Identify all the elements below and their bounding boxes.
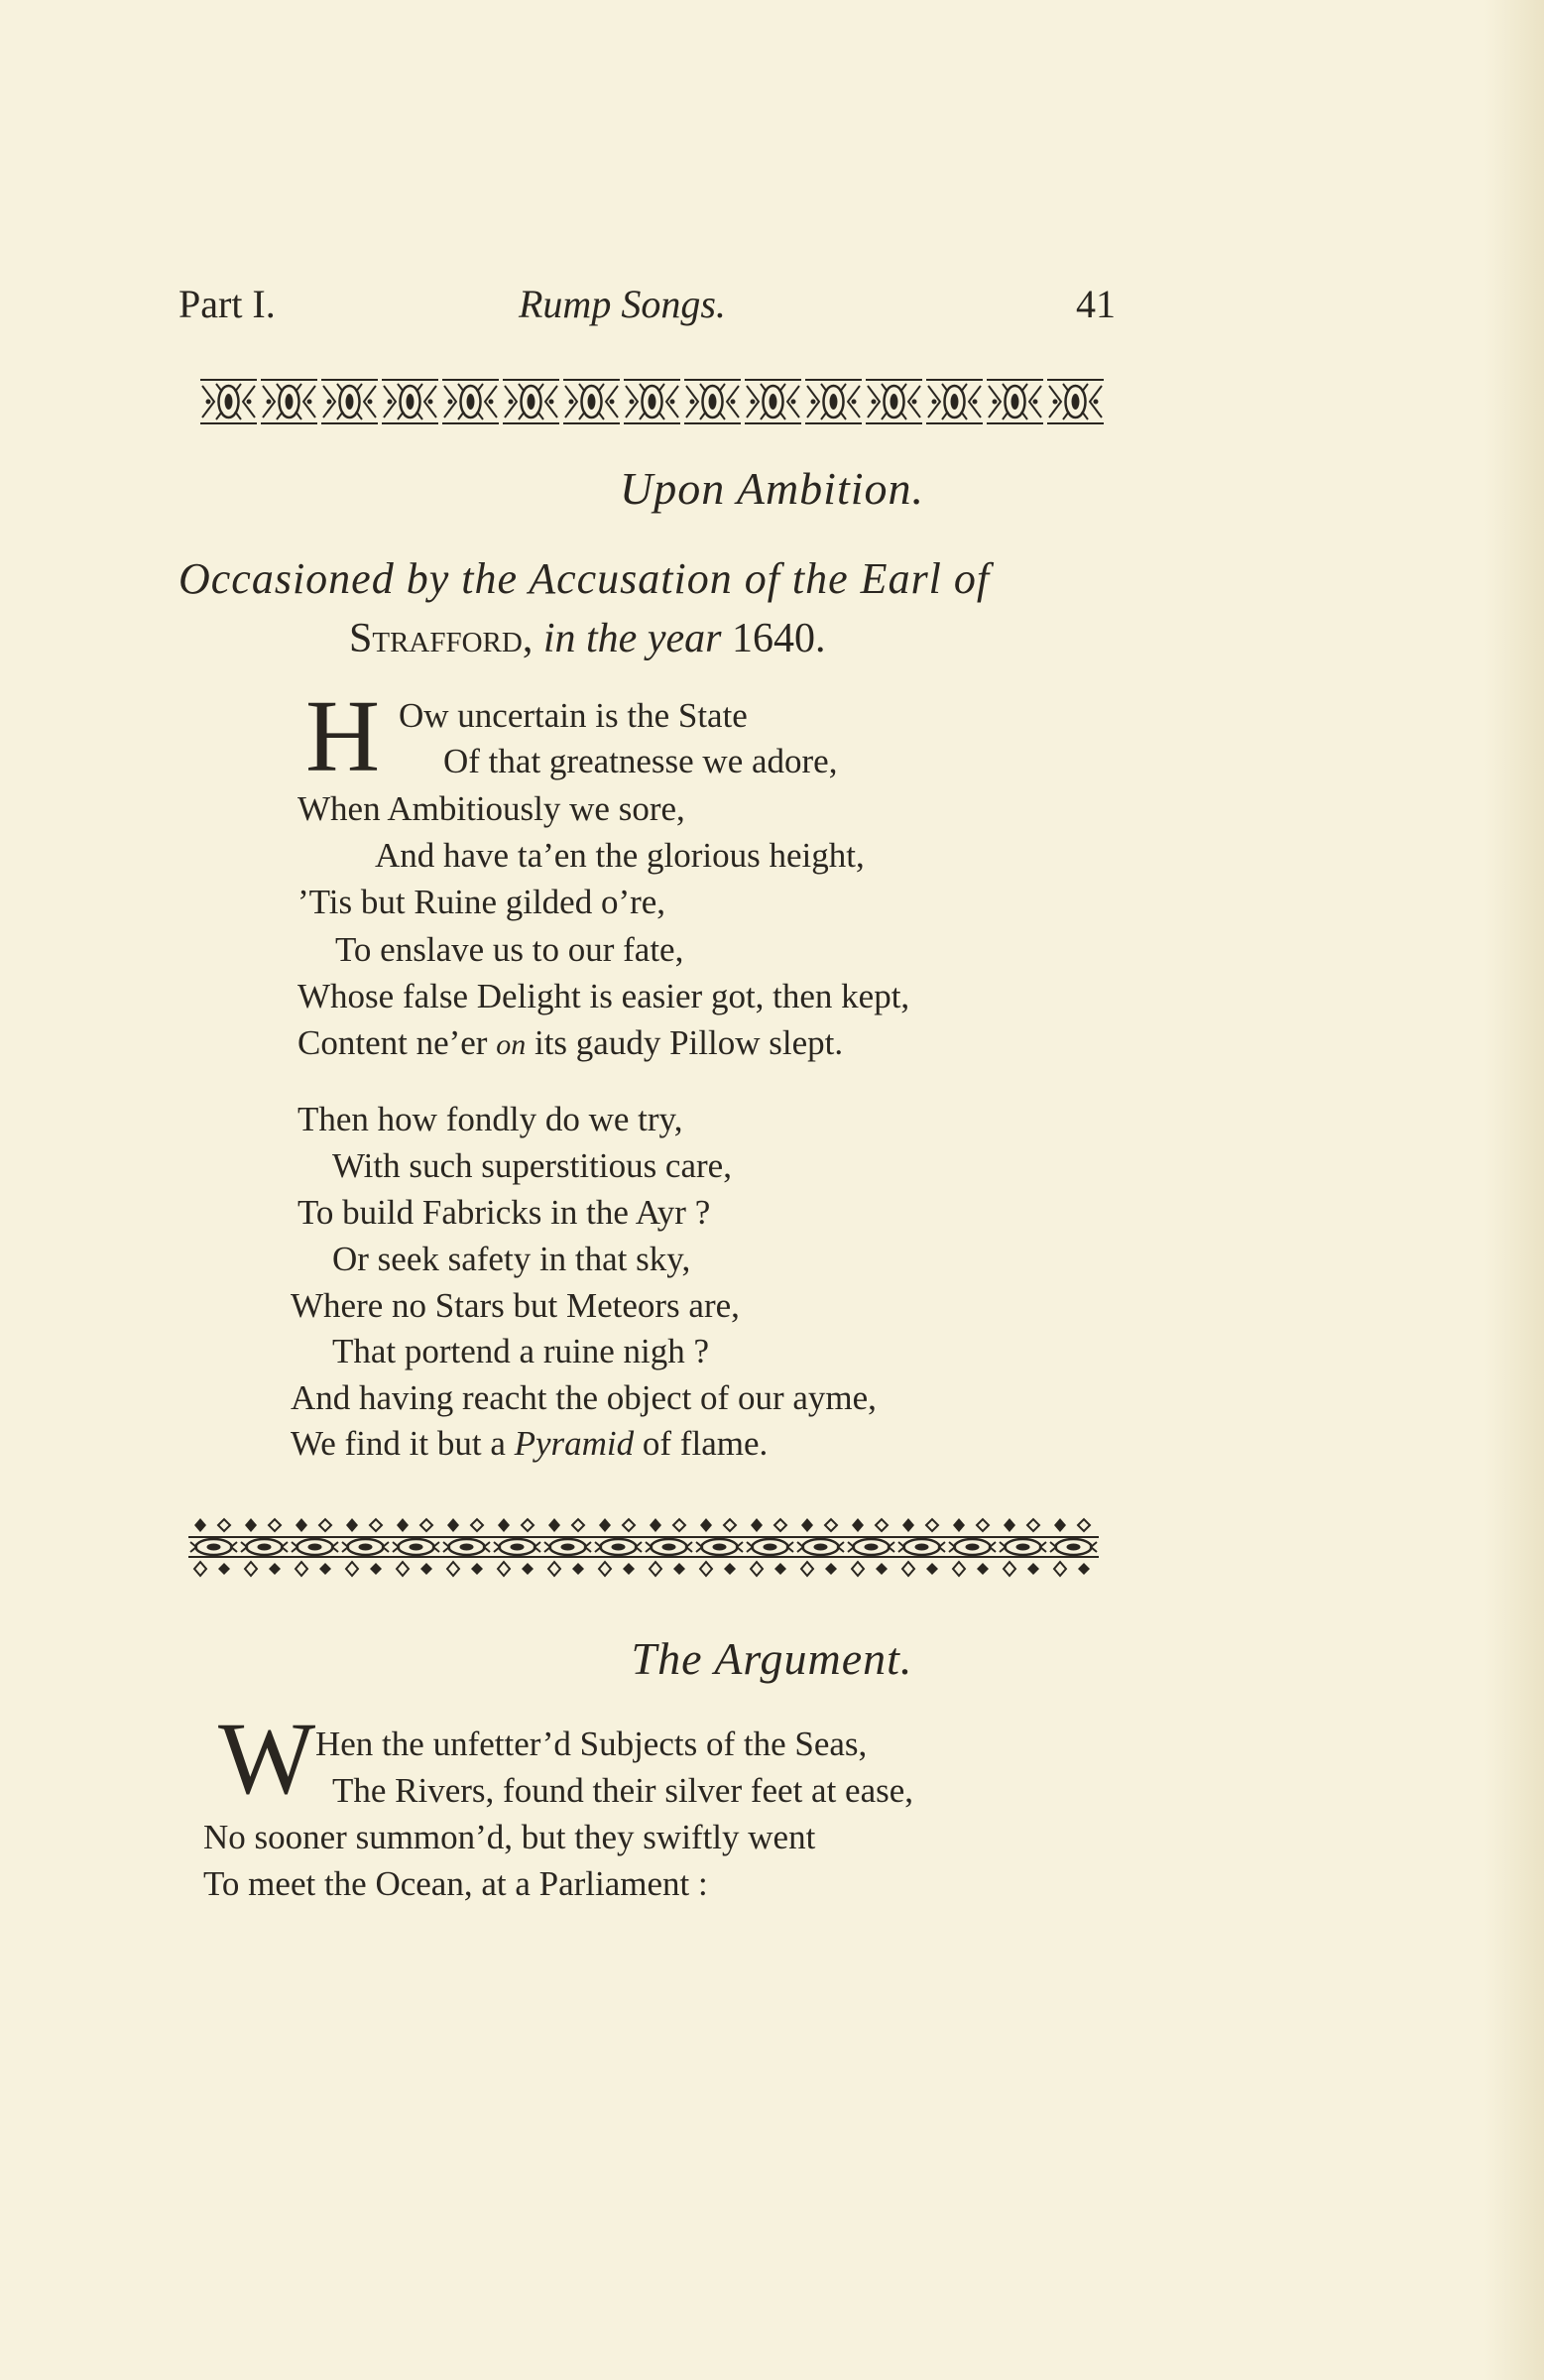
page-edge-shadow xyxy=(1485,0,1544,2380)
page-number: 41 xyxy=(1076,282,1116,326)
poem-subtitle-occasion xyxy=(349,615,825,662)
verse-line-last xyxy=(297,1020,843,1068)
verse-line: To meet the Ocean, at a Parliament : xyxy=(203,1864,708,1903)
verse-line: Whose false Delight is easier got, then kept, xyxy=(297,977,910,1015)
subtitle-name: Strafford, xyxy=(349,616,534,661)
running-head-part: Part I. xyxy=(178,282,276,326)
verse-line: And having reacht the object of our ayme, xyxy=(291,1378,877,1417)
ornamental-border-top xyxy=(198,372,1106,431)
verse-line: With such superstitious care, xyxy=(332,1146,732,1185)
verse-line: ’Tis but Ruine gilded o’re, xyxy=(297,883,666,921)
verse-text: of flame. xyxy=(642,1424,769,1463)
verse-line: Of that greatnesse we adore, xyxy=(443,742,838,780)
drop-cap-w: W xyxy=(218,1702,316,1816)
verse-line: The Rivers, found their silver feet at ease, xyxy=(332,1771,914,1810)
verse-line: Hen the unfetter’d Subjects of the Seas, xyxy=(315,1725,868,1763)
verse-italic: Pyramid xyxy=(514,1424,635,1463)
verse-line: No sooner summon’d, but they swiftly went xyxy=(203,1818,816,1856)
verse-line: To build Fabricks in the Ayr ? xyxy=(297,1193,711,1232)
verse-line-last xyxy=(291,1421,768,1467)
verse-line: When Ambitiously we sore, xyxy=(297,789,685,828)
verse-line: And have ta’en the glorious height, xyxy=(375,836,865,875)
subtitle-year: 1640. xyxy=(731,616,826,661)
running-head-title: Rump Songs. xyxy=(519,282,726,326)
verse-line: Ow uncertain is the State xyxy=(399,696,748,735)
verse-text: We find it but a xyxy=(291,1424,506,1463)
drop-cap-h: H xyxy=(305,679,381,793)
verse-line: That portend a ruine nigh ? xyxy=(332,1332,710,1370)
verse-text: its gaudy Pillow slept. xyxy=(534,1023,844,1062)
on-ligature: on xyxy=(496,1028,527,1061)
argument-title: The Argument. xyxy=(631,1633,913,1684)
ornamental-border-middle xyxy=(188,1515,1099,1579)
verse-line: Where no Stars but Meteors are, xyxy=(291,1286,740,1325)
verse-line: To enslave us to our fate, xyxy=(335,930,684,969)
subtitle-phrase: in the year xyxy=(542,616,722,661)
poem-title: Upon Ambition. xyxy=(619,463,925,514)
verse-text: Content ne’er xyxy=(297,1023,488,1062)
poem-subtitle: Occasioned by the Accusation of the Earl of xyxy=(178,554,991,603)
verse-line: Then how fondly do we try, xyxy=(297,1100,683,1138)
verse-line: Or seek safety in that sky, xyxy=(332,1240,691,1278)
